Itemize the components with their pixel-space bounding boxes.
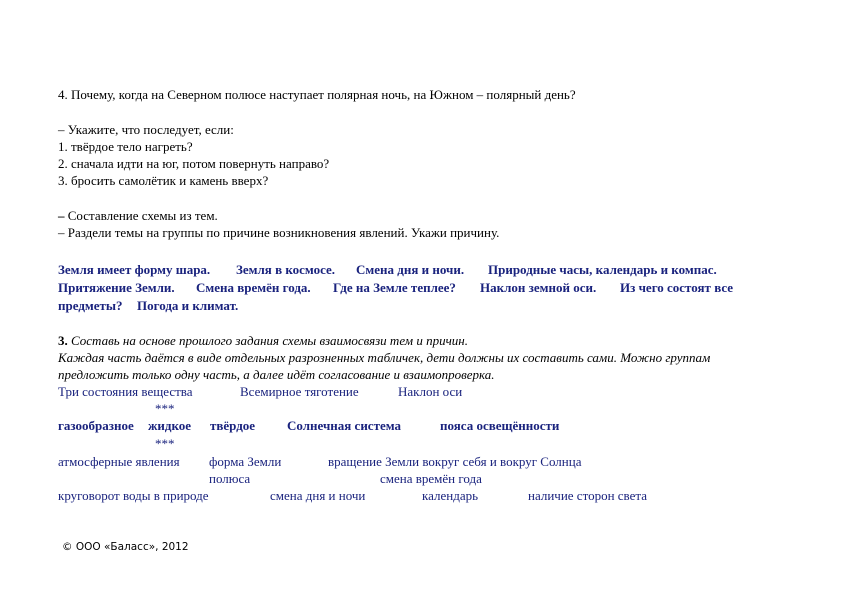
topic-5: Притяжение Земли. [58, 280, 175, 295]
scheme-card-gravity: Всемирное тяготение [240, 384, 359, 399]
scheme-card-climate-zones: пояса освещённости [440, 418, 560, 433]
scheme-separator-2: *** [155, 436, 175, 451]
topic-4: Природные часы, календарь и компас. [488, 262, 717, 277]
task-predict-title: – Укажите, что последует, если: [58, 122, 234, 137]
topic-2: Земля в космосе. [236, 262, 336, 277]
topic-9: Из чего состоят все [620, 280, 734, 295]
task-scheme-title [58, 208, 218, 224]
scheme-separator-1: *** [155, 401, 175, 416]
scheme-card-gaseous: газообразное [58, 418, 134, 433]
task-scheme-instruction: – Раздели темы на группы по причине возникновения явлений. Укажи причину. [58, 225, 500, 240]
topic-3: Смена дня и ночи. [356, 262, 465, 277]
scheme-card-day-night: смена дня и ночи [270, 488, 366, 503]
copyright-footer: © ООО «Баласс», 2012 [62, 541, 189, 553]
topic-1: Земля имеет форму шара. [58, 262, 211, 277]
topic-9-continued: предметы? [58, 298, 123, 313]
scheme-card-calendar: календарь [422, 488, 479, 503]
task-predict-item-2: 2. сначала идти на юг, потом повернуть направо? [58, 156, 330, 171]
task-3-title [58, 333, 468, 349]
task-predict-item-3: 3. бросить самолётик и камень вверх? [58, 173, 269, 188]
topic-6: Смена времён года. [196, 280, 311, 295]
topic-10: Погода и климат. [137, 298, 239, 313]
task-3-note-line-2: предложить только одну часть, а далее идёт согласование и взаимопроверка. [58, 367, 495, 382]
scheme-card-poles: полюса [209, 471, 251, 486]
question-4: 4. Почему, когда на Северном полюсе наступает полярная ночь, на Южном – полярный день? [58, 87, 576, 102]
task-scheme-title-text: Составление схемы из тем. [64, 208, 218, 223]
topic-7: Где на Земле теплее? [333, 280, 456, 295]
scheme-card-seasons: смена времён года [380, 471, 482, 486]
task-predict-item-1: 1. твёрдое тело нагреть? [58, 139, 193, 154]
scheme-card-atmospheric: атмосферные явления [58, 454, 180, 469]
task-scheme-dash: – [58, 208, 65, 223]
scheme-card-states-of-matter: Три состояния вещества [58, 384, 193, 399]
task-3-note-line-1: Каждая часть даётся в виде отдельных разрозненных табличек, дети должны их составить сами. Можно группам [58, 350, 711, 365]
scheme-card-earth-shape: форма Земли [209, 454, 282, 469]
scheme-card-solid: твёрдое [210, 418, 256, 433]
scheme-card-axis-tilt: Наклон оси [398, 384, 463, 399]
scheme-card-earth-rotation: вращение Земли вокруг себя и вокруг Солнца [328, 454, 582, 469]
scheme-card-liquid: жидкое [148, 418, 192, 433]
topic-8: Наклон земной оси. [480, 280, 597, 295]
scheme-card-water-cycle: круговорот воды в природе [58, 488, 209, 503]
scheme-card-cardinal-directions: наличие сторон света [528, 488, 647, 503]
task-3-title-text: Составь на основе прошлого задания схемы взаимосвязи тем и причин. [67, 333, 468, 348]
scheme-card-solar-system: Солнечная система [287, 418, 402, 433]
task-3-number: 3. [58, 333, 68, 348]
